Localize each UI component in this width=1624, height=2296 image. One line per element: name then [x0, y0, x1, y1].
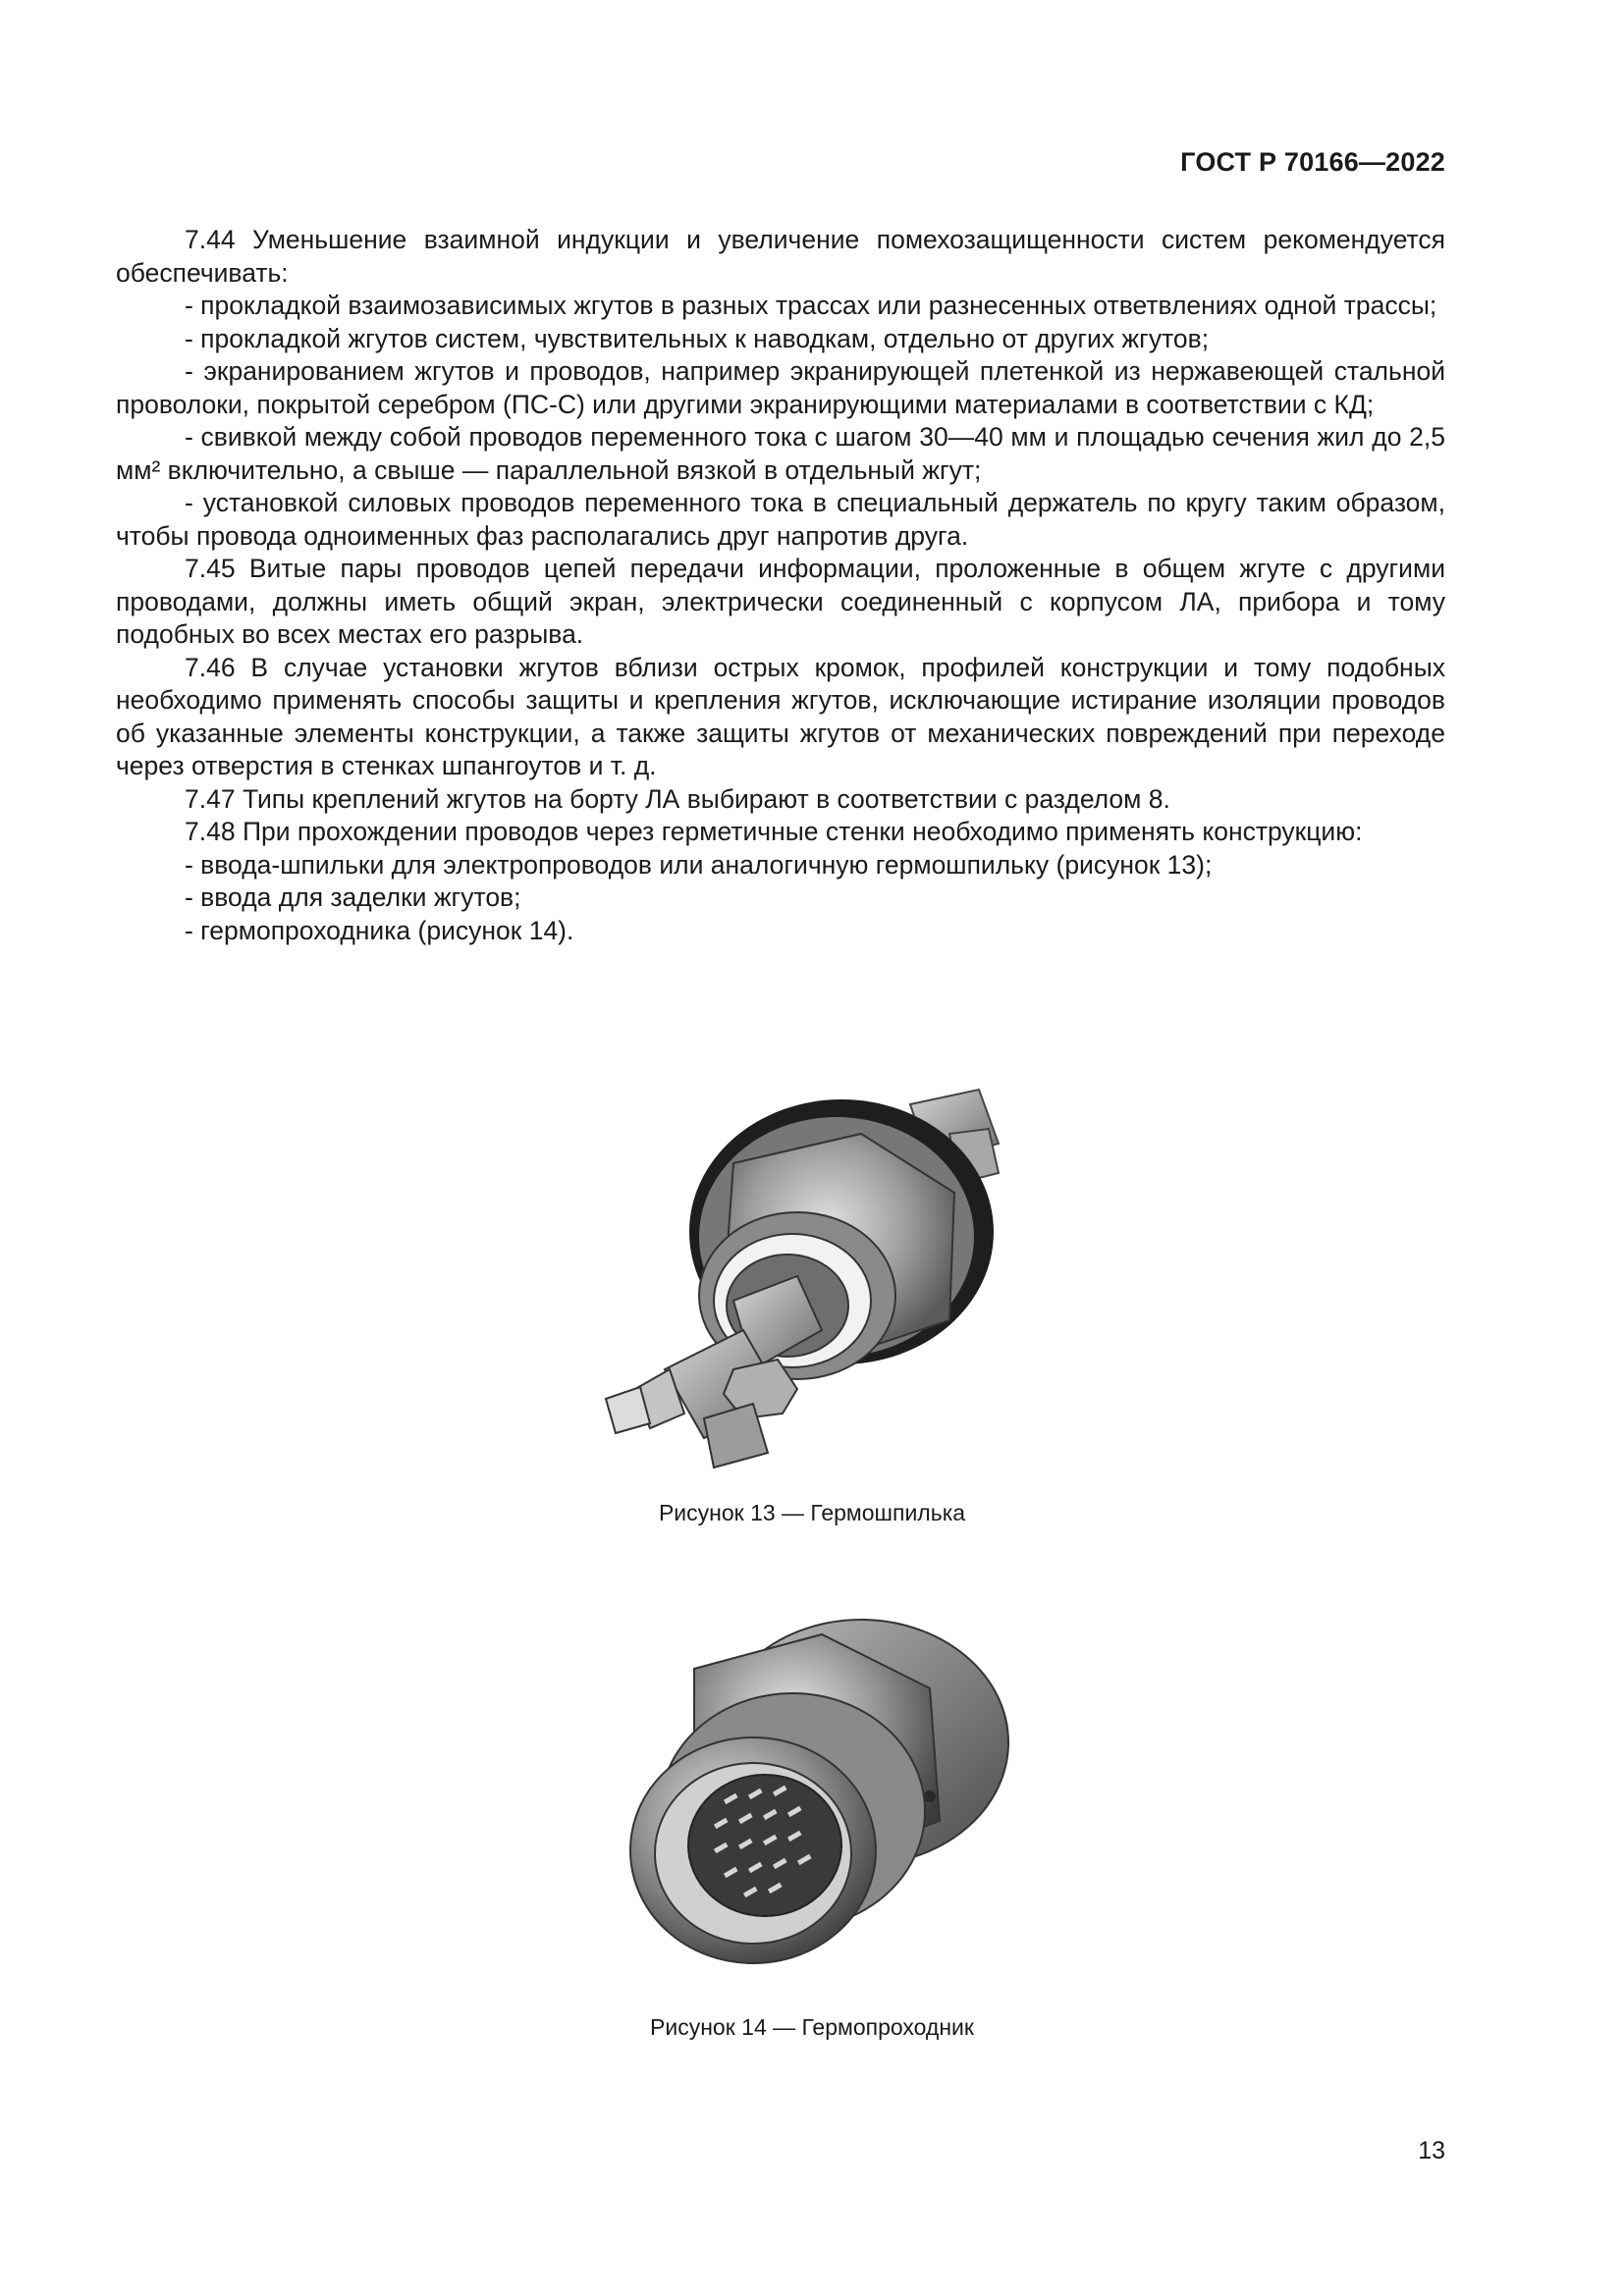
figure-13-caption: Рисунок 13 — Гермошпилька — [658, 1500, 966, 1525]
paragraph-7-45: 7.45 Витые пары проводов цепей передачи информации, проложенные в общем жгуте с другими проводами, должны иметь общий экран, электрически соединенный с корпусом ЛА, прибора и тому подобных во всех местах его разрыва. — [116, 554, 1445, 649]
list-item: - гермопроходника (рисунок 14). — [185, 915, 574, 945]
list-item: - экранированием жгутов и проводов, например экранирующей плетенкой из нержавеющей стальной проволоки, покрытой серебром (ПС-С) или другими экранирующими материалами в соответствии с КД; — [116, 356, 1445, 419]
list-item: - свивкой между собой проводов переменного тока с шагом 30—40 мм и площадью сечения жил до 2,5 мм² включительно, а свыше — параллельной вязкой в отдельный жгут; — [116, 422, 1445, 485]
sealed-connector-illustration — [606, 1610, 1018, 1983]
page-number: 13 — [1418, 2137, 1445, 2164]
paragraph-7-44: 7.44 Уменьшение взаимной индукции и увеличение помехозащищенности систем рекомендуется обеспечивать: — [116, 225, 1445, 288]
paragraph-7-46: 7.46 В случае установки жгутов вблизи острых кромок, профилей конструкции и тому подобных необходимо применять способы защиты и крепления жгутов, исключающие истирание изоляции проводов об указанные элементы конструкции, а также защиты жгутов от механических повреждений при переходе через отверстия в стенках шпангоутов и т. д. — [116, 652, 1445, 780]
list-item: - прокладкой взаимозависимых жгутов в разных трассах или разнесенных ответвлениях одной трассы; — [185, 291, 1437, 320]
figure-14-caption: Рисунок 14 — Гермопроходник — [650, 2014, 974, 2040]
list-item: - установкой силовых проводов переменного тока в специальный держатель по кругу таким образом, чтобы провода одноименных фаз располагались друг напротив друга. — [116, 488, 1445, 551]
list-item: - прокладкой жгутов систем, чувствительных к наводкам, отдельно от других жгутов; — [185, 323, 1210, 353]
document-header: ГОСТ Р 70166—2022 — [1180, 147, 1445, 177]
paragraph-7-47: 7.47 Типы креплений жгутов на борту ЛА выбирают в соответствии с разделом 8. — [185, 783, 1170, 814]
figure-14 — [0, 1610, 1624, 1983]
list-item: - ввода для заделки жгутов; — [185, 882, 521, 912]
list-item: - ввода-шпильки для электропроводов или аналогичную гермошпильку (рисунок 13); — [185, 849, 1213, 880]
sealed-stud-illustration — [586, 1075, 1038, 1487]
figure-13 — [0, 1075, 1624, 1487]
body-text — [116, 224, 1445, 947]
paragraph-7-48: 7.48 При прохождении проводов через герметичные стенки необходимо применять конструкцию: — [185, 817, 1363, 846]
